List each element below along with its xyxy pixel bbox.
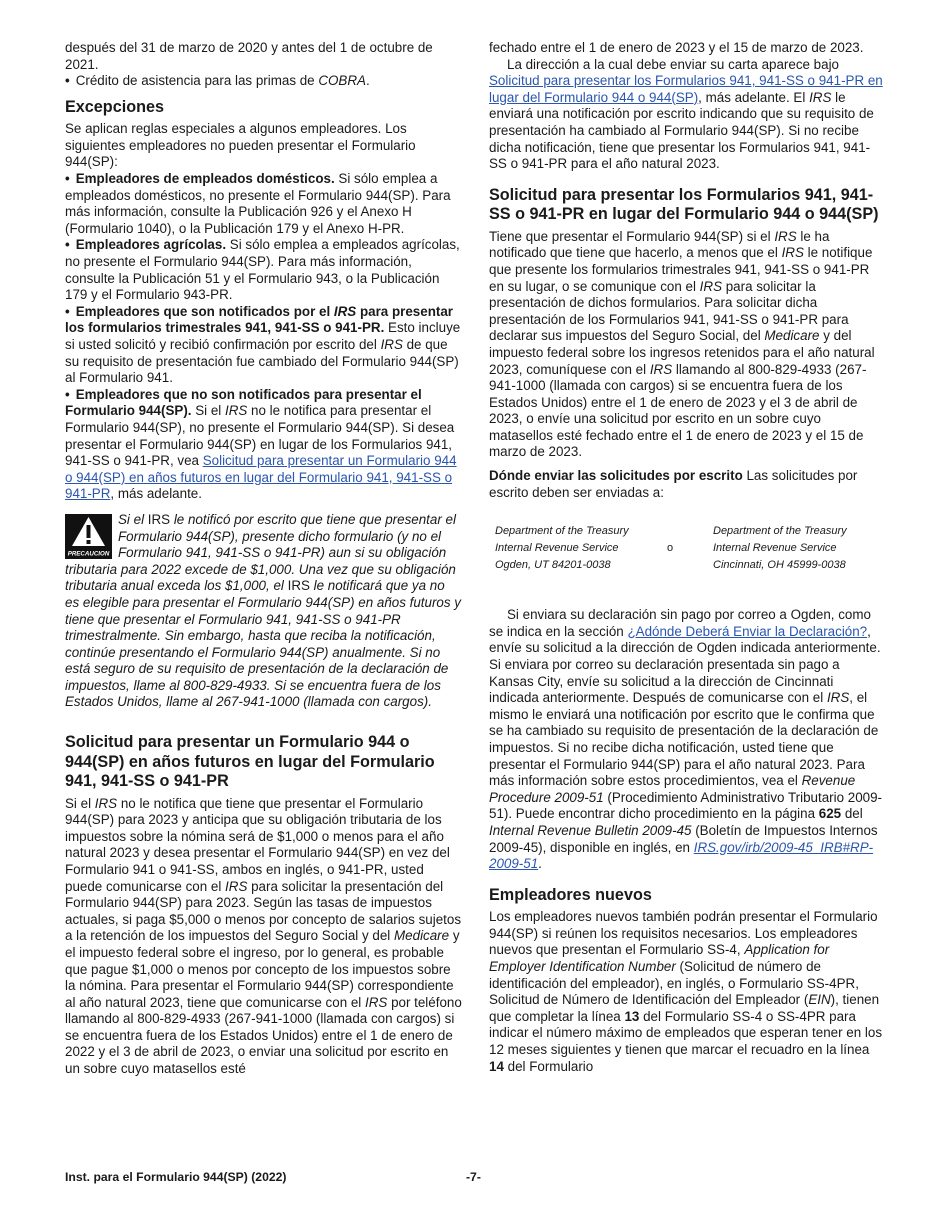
ogden-address: Department of the Treasury Internal Revenue Service Ogden, UT 84201-0038	[495, 525, 629, 572]
caution-label: PRECAUCION	[67, 550, 110, 558]
cincinnati-address: Department of the Treasury Internal Revenue Service Cincinnati, OH 45999-0038	[713, 525, 847, 572]
caution-icon	[65, 514, 112, 559]
donde-enviar: Dónde enviar las solicitudes por escrito Las solicitudes por escrito deben ser enviadas a:	[489, 468, 858, 500]
address-or: o	[667, 542, 674, 555]
donde-enviar-link[interactable]: ¿Adónde Deberá Enviar la Declaración?	[627, 623, 868, 639]
mailing-addresses	[495, 523, 885, 574]
caution-box: PRECAUCION Si el IRS le notificó por escrito que tiene que presentar el Formulario 944(SP), presente dicho formulario (y no el Formulario 941, 941-SS o 941-PR) aun si su obligación tributaria para 2022 excede de $1,000. Una vez que su obligación tributaria anual exceda los $1,000, el IRS le notificará que ya no es elegible para presentar el Formulario 944(SP) en años futuros y tiene que presentar el Formulario 941, 941-SS o 941-PR trimestralmente. Sin embargo, hasta que reciba la notificación, continúe presentando el Formulario 944(SP) anualmente. Si no está seguro de su requisito de presentación de la declaración de impuestos, llame al 800-829-4933. Si se encuentra fuera de los Estados Unidos, llame al 267-941-1000 (llamada con cargos).	[65, 511, 461, 710]
left-column	[65, 40, 462, 1078]
continued-text: fechado entre el 1 de enero de 2023 y el 15 de marzo de 2023.	[489, 40, 864, 55]
cobra-bullet: • Crédito de asistencia para las primas de COBRA.	[65, 73, 462, 90]
intro-text: después del 31 de marzo de 2020 y antes del 1 de octubre de 2021.	[65, 40, 433, 72]
nuevos-body: Los empleadores nuevos también podrán presentar el Formulario 944(SP) si reúnen los requisitos necesarios. Los empleadores nuevos que presentan el Formulario SS-4, Application for Employer Identification Number (Solicitud de número de identificación del empleador), en inglés, o Formulario SS-4PR, Solicitud de Número de Identificación del Empleador (EIN), tienen que completar la línea 13 del Formulario SS-4 o SS-4PR para indicar el número máximo de empleados que esperan tener en los 12 meses siguientes y tienen que marcar el recuadro en la línea 14 del Formulario	[489, 909, 883, 1074]
solicitud-944-link[interactable]: Solicitud para presentar un Formulario 944 o 944(SP) en años futuros en lugar del Formulario 941, 941-SS o 941-PR	[65, 453, 457, 502]
address-paragraph: La dirección a la cual debe enviar su carta aparece bajo Solicitud para presentar los Formularios 941, 941-SS o 941-PR en lugar del Formulario 944 o 944(SP), más adelante. El IRS le enviará una notificación por escrito indicando que su requisito de presentación ha cambiado al Formulario 944(SP). Si no recibe dicha notificación, tiene que presentar los Formularios 941, 941-SS o 941-PR para el año natural 2023.	[489, 56, 883, 172]
right-column	[489, 40, 885, 1075]
nuevos-heading: Empleadores nuevos	[489, 885, 652, 904]
solicitud-944-heading: Solicitud para presentar un Formulario 944 o 944(SP) en años futuros en lugar del Formulario 941, 941-SS o 941-PR	[65, 733, 435, 791]
solicitud-941-body: Tiene que presentar el Formulario 944(SP) si el IRS le ha notificado que tiene que hacerlo, a menos que el IRS le notifique que presente los formularios trimestrales 941, 941-SS o 941-PR en su lugar, o se comunique con el IRS para solicitar la presentación de dichos formularios. Para solicitar dicha presentación de los Formularios 941, 941-SS o 941-PR para declarar sus impuestos del Seguro Social, del Medicare y del impuesto federal sobre los ingresos retenidos para el año natural 2023, comuníquese con el IRS llamando al 800-829-4933 (267-941-1000 (llamada con cargos) si se encuentra fuera de los Estados Unidos) entre el 1 de enero de 2023 y el 3 de abril de 2023, o envíe una solicitud por escrito en un sobre cuyo matasellos esté fechado entre el 1 de enero de 2023 y el 15 de marzo de 2023.	[489, 228, 875, 460]
excepciones-heading: Excepciones	[65, 97, 164, 116]
solicitud-941-heading: Solicitud para presentar los Formularios 941, 941-SS o 941-PR en lugar del Formulario 944 o 944(SP)	[489, 185, 879, 224]
exception-household: • Empleadores de empleados domésticos. Si sólo emplea a empleados domésticos, no presente el Formulario 944(SP). Para más información, consulte la Publicación 926 y el Anexo H (Formulario 1040), o la Publicación 179 y el Anexo H-PR.	[65, 171, 462, 237]
page-number: -7-	[466, 1170, 481, 1184]
solicitud-944-body: Si el IRS no le notifica que tiene que presentar el Formulario 944(SP) para 2023 y anticipa que su obligación tributaria de los impuestos sobre la nómina será de $1,000 o menos para el año natural 2023 y desea presentar el Formulario 944(SP) en vez del Formulario 941 o 941-SS, ambos en inglés, o 941-PR, usted puede comunicarse con el IRS para solicitar la presentación del Formulario 944(SP) para 2023. Según las tasas de impuestos actuales, si paga $5,000 o menos por concepto de salarios sujetos a la retención de los impuestos del Seguro Social y del Medicare y el impuesto federal sobre el ingreso, por lo general, es probable que pague $1,000 o menos por concepto de los impuestos sobre la nómina. Para presentar el Formulario 944(SP) correspondiente al año natural 2023, tiene que comunicarse con el IRS por teléfono llamando al 800-829-4933 (267-941-1000 (llamada con cargos) si se encuentra fuera de los Estados Unidos) entre el 1 de enero de 2022 y el 3 de abril de 2023, o enviar una solicitud por escrito en un sobre cuyo matasellos esté	[65, 795, 462, 1077]
footer-form-title: Inst. para el Formulario 944(SP) (2022)	[65, 1170, 287, 1184]
exception-notified: • Empleadores que son notificados por el IRS para presentar los formularios trimestrales 941, 941-SS o 941-PR. Esto incluye si usted solicitó y recibió confirmación por escrito del IRS de que su requisito de presentación fue cambiado del Formulario 944(SP) al Formulario 941.	[65, 304, 462, 387]
solicitud-941-link[interactable]: Solicitud para presentar los Formularios 941, 941-SS o 941-PR en lugar del Formulario 944 o 944(SP)	[489, 73, 883, 105]
irb-link[interactable]: IRS.gov/irb/2009-45_IRB#RP-2009-51	[489, 839, 874, 872]
excepciones-intro: Se aplican reglas especiales a algunos empleadores. Los siguientes empleadores no pueden presentar el Formulario 944(SP):	[65, 121, 416, 170]
sin-pago-paragraph: Si enviara su declaración sin pago por correo a Ogden, como se indica en la sección ¿Adónde Deberá Enviar la Declaración?, envíe su solicitud a la dirección de Ogden indicada anteriormente. Si enviara por correo su declaración presentada sin pago a Kansas City, envíe su solicitud a la dirección de Cincinnati indicada anteriormente. Después de comunicarse con el IRS, el mismo le enviará una notificación por escrito que le confirma que se ha cambiado su requisito de presentación de la declaración de impuestos. Si no recibe dicha notificación, usted tiene que presentar el Formulario 944(SP) para el año natural 2023. Para más información sobre estos procedimientos, vea el Revenue Procedure 2009-51 (Procedimiento Administrativo Tributario 2009-51). Puede encontrar dicho procedimiento en la página 625 del Internal Revenue Bulletin 2009-45 (Boletín de Impuestos Internos 2009-45), disponible en inglés, en IRS.gov/irb/2009-45_IRB#RP-2009-51.	[489, 607, 883, 872]
exception-agricultural: • Empleadores agrícolas. Si sólo emplea a empleados agrícolas, no presente el Formulario 944(SP). Para más información, consulte la Publicación 51 y el Formulario 943, o la Publicación 179 y el Formulario 943-PR.	[65, 237, 462, 303]
exception-not-notified: • Empleadores que no son notificados para presentar el Formulario 944(SP). Si el IRS no le notifica para presentar el Formulario 944(SP), no presente el Formulario 944(SP). Si desea presentar el Formulario 944(SP) en lugar de los Formularios 941, 941-SS o 941-PR, vea Solicitud para presentar un Formulario 944 o 944(SP) en años futuros en lugar del Formulario 941, 941-SS o 941-PR, más adelante.	[65, 387, 462, 503]
